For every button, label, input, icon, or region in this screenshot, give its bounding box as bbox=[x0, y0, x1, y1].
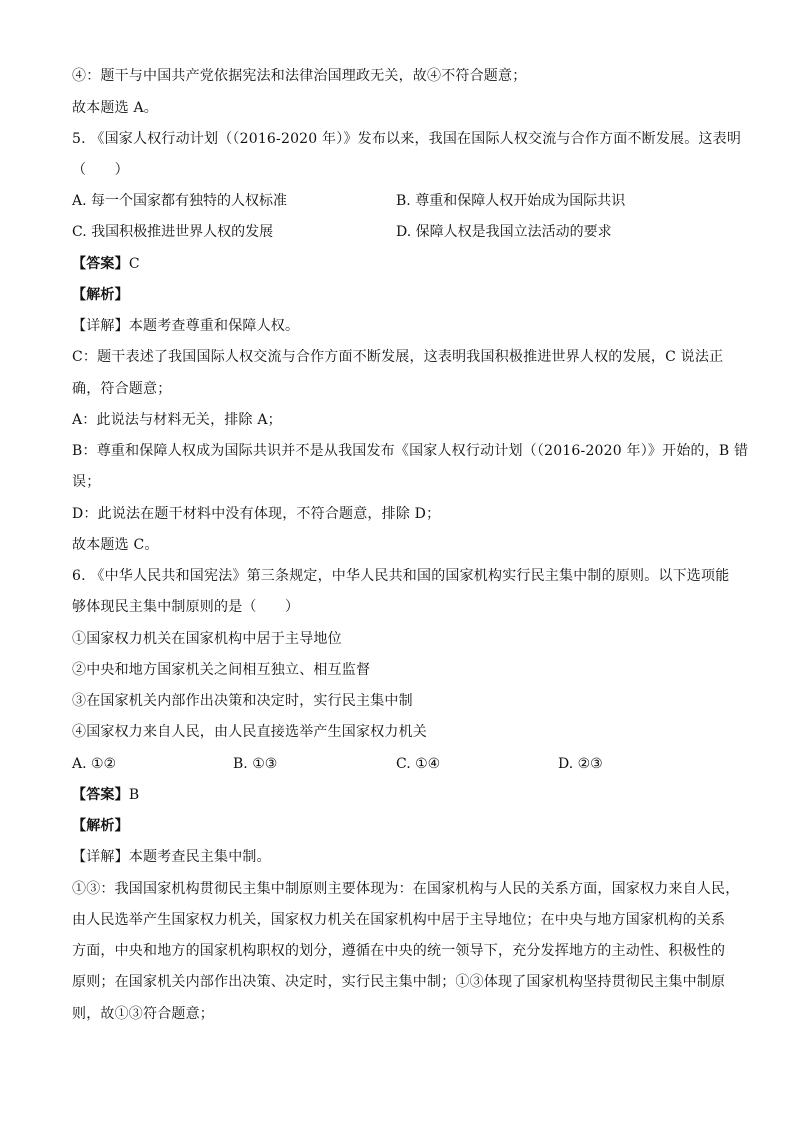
q6-explain-line-4: 原则；在国家机关内部作出决策、决定时，实行民主集中制；①③体现了国家机构坚持贯彻民主集中制原 bbox=[72, 974, 726, 990]
q5-detail-line bbox=[72, 316, 732, 336]
analysis-line-4: ④：题干与中国共产党依据宪法和法律治国理政无关，故④不符合题意； bbox=[72, 68, 527, 84]
q5-option-d: D. 保障人权是我国立法活动的要求 bbox=[396, 224, 612, 240]
answer-value: B bbox=[128, 787, 140, 803]
q5-option-a: A. 每一个国家都有独特的人权标准 bbox=[72, 193, 288, 209]
q6-item-1: ①国家权力机关在国家机构中居于主导地位 bbox=[72, 631, 342, 647]
q5-answer-line bbox=[72, 254, 732, 274]
answer-value: C bbox=[128, 256, 140, 272]
q5-explain-b-line-1: B：尊重和保障人权成为国际共识并不是从我国发布《国家人权行动计划（（2016-2020 年）》开始的，B 错 bbox=[72, 443, 749, 459]
q5-explain-a: A：此说法与材料无关，排除 A； bbox=[72, 412, 282, 428]
q6-stem-line-2: 够体现民主集中制原则的是（ ） bbox=[72, 599, 300, 615]
q6-option-d: D. ②③ bbox=[558, 756, 603, 772]
q5-stem-line-1: 5. 《国家人权行动计划（（2016-2020 年）》发布以来，我国在国际人权交流与合作方面不断发展。这表明 bbox=[72, 131, 742, 147]
q6-stem-line-1: 6. 《中华人民共和国宪法》第三条规定，中华人民共和国的国家机构实行民主集中制的原则。以下选项能 bbox=[72, 568, 730, 584]
q6-option-c: C. ①④ bbox=[396, 756, 441, 772]
q6-item-2: ②中央和地方国家机关之间相互独立、相互监督 bbox=[72, 662, 371, 678]
q5-explain-d: D：此说法在题干材料中没有体现，不符合题意，排除 D； bbox=[72, 506, 441, 522]
q5-conclusion: 故本题选 C。 bbox=[72, 537, 159, 553]
q6-item-3: ③在国家机关内部作出决策和决定时，实行民主集中制 bbox=[72, 693, 413, 709]
answer-tag: 【答案】 bbox=[72, 256, 129, 272]
q6-explain-line-3: 方面，中央和地方的国家机构职权的划分，遵循在中央的统一领导下，充分发挥地方的主动性、积极性的 bbox=[72, 943, 726, 959]
q5-explain-c-line-1: C：题干表述了我国国际人权交流与合作方面不断发展，这表明我国积极推进世界人权的发展，C 说法正 bbox=[72, 349, 724, 365]
q6-option-b: B. ①③ bbox=[233, 756, 278, 772]
answer-tag: 【答案】 bbox=[72, 787, 129, 803]
detail-tag: 【详解】 bbox=[72, 849, 129, 865]
q6-explain-line-1: ①③：我国国家机构贯彻民主集中制原则主要体现为：在国家机构与人民的关系方面，国家权力来自人民， bbox=[72, 881, 740, 897]
q5-analysis-line bbox=[72, 285, 732, 305]
q6-explain-line-5: 则，故①③符合题意； bbox=[72, 1006, 214, 1022]
q5-stem-line-2: （ ） bbox=[72, 162, 129, 178]
detail-tag: 【详解】 bbox=[72, 318, 129, 334]
q5-explain-c-line-2: 确，符合题意； bbox=[72, 381, 172, 397]
q6-explain-line-2: 由人民选举产生国家权力机关，国家权力机关在国家机构中居于主导地位；在中央与地方国家机构的关系 bbox=[72, 912, 726, 928]
q6-analysis-line bbox=[72, 816, 732, 836]
analysis-tag: 【解析】 bbox=[72, 818, 129, 834]
q6-option-a: A. ①② bbox=[72, 756, 117, 772]
detail-text: 本题考查民主集中制。 bbox=[128, 849, 271, 865]
analysis-tag: 【解析】 bbox=[72, 287, 129, 303]
conclusion-line: 故本题选 A。 bbox=[72, 100, 158, 116]
q6-answer-line bbox=[72, 785, 732, 805]
q6-detail-line bbox=[72, 847, 732, 867]
detail-text: 本题考查尊重和保障人权。 bbox=[128, 318, 300, 334]
q5-option-b: B. 尊重和保障人权开始成为国际共识 bbox=[396, 193, 626, 209]
q5-explain-b-line-2: 误； bbox=[72, 474, 101, 490]
q5-option-c: C. 我国积极推进世界人权的发展 bbox=[72, 224, 274, 240]
q6-item-4: ④国家权力来自人民，由人民直接选举产生国家权力机关 bbox=[72, 724, 427, 740]
